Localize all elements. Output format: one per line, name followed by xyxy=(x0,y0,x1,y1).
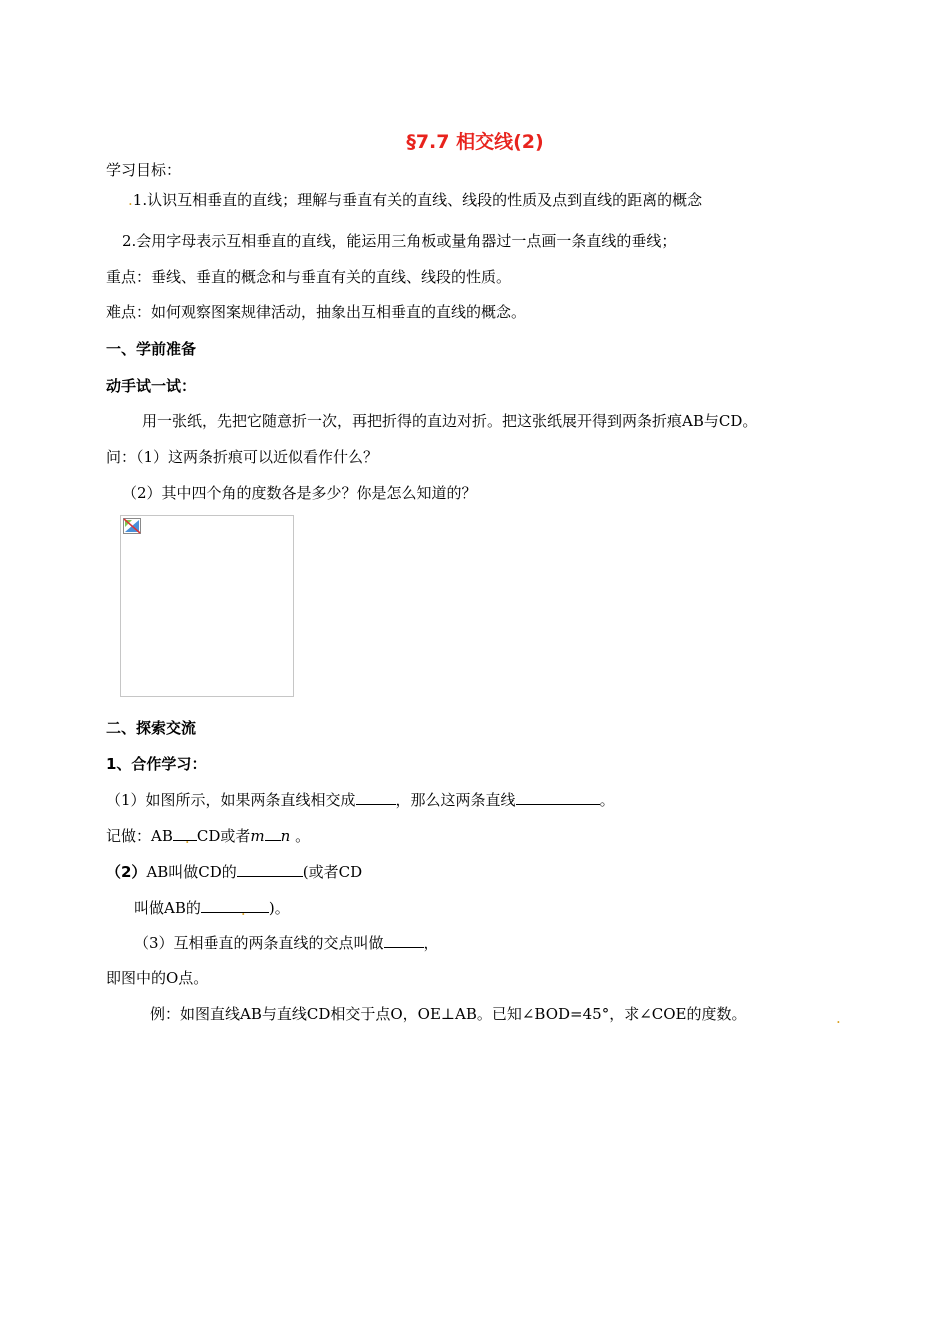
section-2-subheading: 1、合作学习： xyxy=(106,755,207,773)
question-2: （2）其中四个角的度数各是多少？你是怎么知道的？ xyxy=(122,484,477,502)
figure-placeholder xyxy=(120,515,294,697)
objectives-heading: 学习目标： xyxy=(106,161,182,179)
page-title: §7.7 相交线(2) xyxy=(406,131,544,153)
blank-4[interactable] xyxy=(265,826,281,841)
example: 例：如图直线AB与直线CD相交于点O，OE⊥AB。已知∠BOD=45°，求∠COE的度数。 xyxy=(150,1005,747,1023)
activity-paragraph: 用一张纸，先把它随意折一次，再把折得的直边对折。把这张纸展开得到两条折痕AB与CD。 xyxy=(142,412,758,430)
stray-dot: . xyxy=(240,901,246,919)
objective-2: 2.会用字母表示互相垂直的直线，能运用三角板或量角器过一点画一条直线的垂线； xyxy=(122,232,677,250)
blank-5[interactable] xyxy=(237,862,303,877)
broken-image-icon xyxy=(123,518,141,534)
blank-2[interactable] xyxy=(516,790,600,805)
blank-6[interactable] xyxy=(201,898,269,919)
fill-line-5: （3）互相垂直的两条直线的交点叫做 ， xyxy=(134,934,439,952)
blank-7[interactable] xyxy=(384,933,424,948)
blank-3[interactable] xyxy=(173,826,197,847)
key-point: 重点：垂线、垂直的概念和与垂直有关的直线、线段的性质。 xyxy=(106,268,512,286)
difficulty: 难点：如何观察图案规律活动，抽象出互相垂直的直线的概念。 xyxy=(106,303,527,321)
fill-line-4: 叫做AB的 . )。 xyxy=(134,899,290,919)
question-1: 问：（1）这两条折痕可以近似看作什么？ xyxy=(106,448,379,466)
fill-line-6: 即图中的O点。 xyxy=(106,969,209,987)
fill-line-1: （1）如图所示，如果两条直线相交成 ，那么这两条直线 。 xyxy=(106,791,615,809)
blank-1[interactable] xyxy=(356,790,396,805)
section-1-subheading: 动手试一试： xyxy=(106,377,197,395)
stray-dot: . xyxy=(128,191,133,209)
stray-dot: . xyxy=(184,829,190,847)
fill-line-3: （2）AB叫做CD的 (或者CD xyxy=(106,863,363,881)
section-1-heading: 一、学前准备 xyxy=(106,340,197,358)
objective-1: .1.认识互相垂直的直线；理解与垂直有关的直线、线段的性质及点到直线的距离的概念 xyxy=(128,191,703,209)
stray-dot: . xyxy=(836,1009,841,1027)
fill-line-2: 记做：AB . CD或者m n 。 xyxy=(106,827,311,847)
section-2-heading: 二、探索交流 xyxy=(106,719,197,737)
